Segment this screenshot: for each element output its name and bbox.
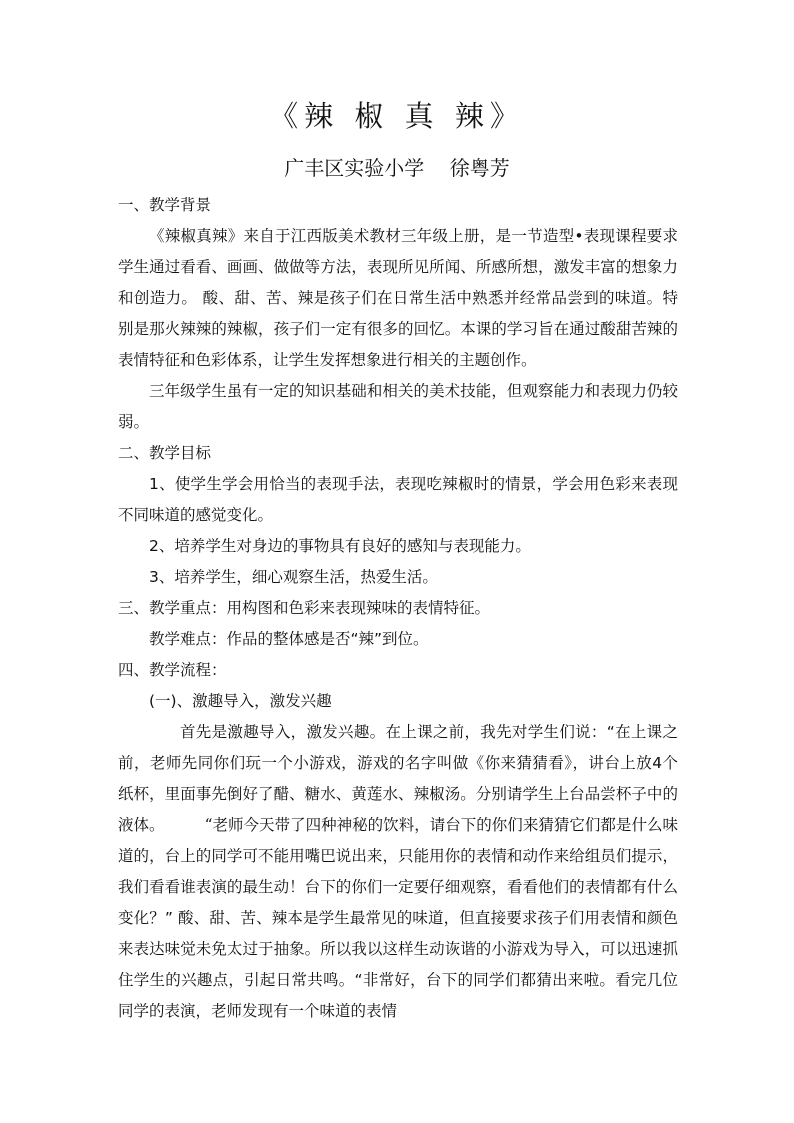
section-3-difficulty: 教学难点：作品的整体感是否“辣”到位。 <box>149 630 429 648</box>
section-1-heading: 一、教学背景 <box>118 196 212 214</box>
section-4-paragraph-1c: 它们都是什么味道的，台上的同学可不能用嘴巴说出来，只能用你的表情和动作来给组员们提示，我们看看谁表演的最生动！台下的你们一定要仔细观察，看看他们的表情都有什么变化？” 酸、甜、苦、辣本是学生最常见的味道，但直接要求孩子们用表情和颜色来表达味觉未免太过于抽象。所以我以这样生动诙谐的小游戏为导入，可以迅速抓住学生的兴趣点，引起日常共鸣。“非常好，台下的同学们都猜出来啦。看完几位同学的表演，老师发现有一个味道的表情 <box>118 816 678 1020</box>
section-2-item-3: 3、培养学生，细心观察生活，热爱生活。 <box>149 568 438 586</box>
section-2-item-2: 2、培养学生对身边的事物具有良好的感知与表现能力。 <box>149 537 531 555</box>
section-4-paragraph-1b: “老师今天带了四种神秘的饮料，请台下的你们来猜猜 <box>204 816 570 834</box>
section-3-heading: 三、教学重点：用构图和色彩来表现辣味的表情特征。 <box>118 599 491 617</box>
section-4-paragraph-1a: 首先是激趣导入，激发兴趣。在上课之前，我先对学生们说：“在上课之前，老师先同你们玩一个小游戏，游戏的名字叫做《你来猜猜看》，讲台上放4个纸杯，里面事先倒好了醋、糖水、黄莲水、辣椒汤。分别请学生上台品尝杯子中的液体。 <box>118 723 678 834</box>
document-title: 《辣 椒 真 辣》 <box>269 99 525 133</box>
section-4-heading: 四、教学流程： <box>118 661 227 679</box>
section-2-heading: 二、教学目标 <box>118 444 212 462</box>
document-body <box>118 190 678 1027</box>
section-4-subheading-1: (一)、激趣导入，激发兴趣 <box>149 692 332 710</box>
section-1-paragraph-2: 三年级学生虽有一定的知识基础和相关的美术技能，但观察能力和表现力仍较弱。 <box>118 382 678 431</box>
section-1-paragraph-1: 《辣椒真辣》来自于江西版美术教材三年级上册，是一节造型•表现课程要求学生通过看看、画画、做做等方法，表现所见所闻、所感所想，激发丰富的想象力和创造力。 酸、甜、苦、辣是孩子们在日常生活中熟悉并经常品尝到的味道。特别是那火辣辣的辣椒，孩子们一定有很多的回忆。本课的学习旨在通过酸甜苦辣的表情特征和色彩体系，让学生发挥想象进行相关的主题创作。 <box>118 227 678 369</box>
section-2-item-1: 1、使学生学会用恰当的表现手法，表现吃辣椒时的情景，学会用色彩来表现不同味道的感觉变化。 <box>118 475 678 524</box>
section-4-paragraph-1 <box>118 717 678 1027</box>
author-line: 广丰区实验小学 徐粤芳 <box>284 156 510 180</box>
